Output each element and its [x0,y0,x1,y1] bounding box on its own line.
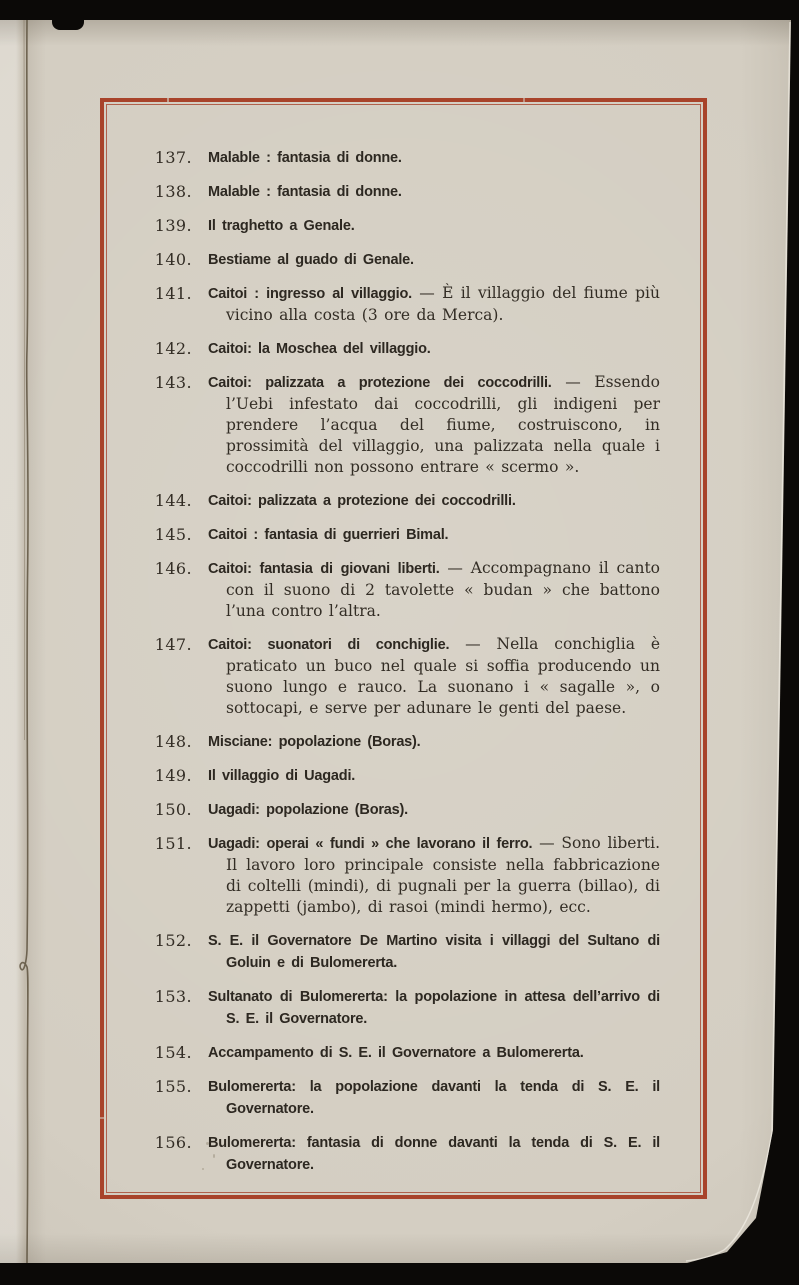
entry-text [208,181,660,203]
catalog-entry [148,283,660,326]
entry-text [208,558,660,622]
catalog-entry [148,249,660,271]
entry-title: Sultanato di Bulomererta: la popolazione in attesa dell’arrivo di S. E. il Governatore. [208,989,660,1027]
entry-text [208,215,660,237]
entry-text [208,372,660,478]
entry-text [208,634,660,719]
catalog-entry [148,524,660,546]
entry-number: 147. [154,635,192,654]
entry-number: 140. [154,250,192,269]
entry-title: Caitoi: palizzata a protezione dei coccodrilli. [208,493,516,509]
catalog-entry [148,1076,660,1120]
entry-title: S. E. il Governatore De Martino visita i villaggi del Sultano di Goluin e di Bulomererta. [208,933,660,971]
entry-title: Uagadi: popolazione (Boras). [208,802,408,818]
entry-number: 149. [154,766,192,785]
entry-title: Il traghetto a Genale. [208,218,355,234]
catalog-entry [148,799,660,821]
entry-title: Caitoi: suonatori di conchiglie. [208,637,450,653]
entry-title: Bulomererta: fantasia di donne davanti la tenda di S. E. il Governatore. [208,1135,660,1173]
binding-thread-faint [24,20,25,740]
entry-number: 148. [154,732,192,751]
catalog-entry [148,558,660,622]
catalog-list [148,147,660,1188]
rule-joint-mark [167,98,169,102]
entry-text [208,283,660,326]
entry-text [208,490,660,512]
entry-text [208,731,660,753]
catalog-entry [148,833,660,918]
entry-number: 152. [154,931,192,950]
entry-number: 150. [154,800,192,819]
rule-joint-mark [100,1117,104,1119]
entry-text [208,338,660,360]
entry-title: Il villaggio di Uagadi. [208,768,356,784]
rule-joint-mark [523,98,525,102]
entry-title: Uagadi: operai « fundi » che lavorano il ferro. [208,836,533,852]
entry-number: 146. [154,559,192,578]
entry-description: — Accompagnano il canto con il suono di 2 tavolette « budan » che battono l’una contro l’altra. [226,559,660,620]
entry-number: 145. [154,525,192,544]
entry-text [208,930,660,974]
catalog-entry [148,181,660,203]
catalog-entry [148,1042,660,1064]
entry-text [208,833,660,918]
entry-number: 153. [154,987,192,1006]
catalog-entry [148,986,660,1030]
entry-title: Accampamento di S. E. il Governatore a Bulomererta. [208,1045,584,1061]
catalog-entry [148,215,660,237]
catalog-entry [148,147,660,169]
entry-title: Caitoi : ingresso al villaggio. [208,286,412,302]
entry-number: 144. [154,491,192,510]
entry-text [208,524,660,546]
entry-number: 142. [154,339,192,358]
entry-number: 141. [154,284,192,303]
catalog-entry [148,930,660,974]
catalog-entry [148,338,660,360]
catalog-entry [148,1132,660,1176]
entry-text [208,799,660,821]
catalog-entry [148,490,660,512]
entry-title: Malable : fantasia di donne. [208,150,402,166]
catalog-entry [148,634,660,719]
entry-title: Caitoi: la Moschea del villaggio. [208,341,431,357]
entry-description: — Sono liberti. Il lavoro loro principale consiste nella fabbricazione di coltelli (mindi), di pugnali per la guerra (billao), di zappetti (jambo), di rasoi (mindi hermo), ecc. [226,834,661,916]
gutter-top-notch [52,20,84,30]
entry-text [208,986,660,1030]
entry-number: 156. [154,1133,192,1152]
entry-text [208,1132,660,1176]
entry-title: Caitoi: fantasia di giovani liberti. [208,561,440,577]
entry-text [208,765,660,787]
entry-text [208,147,660,169]
entry-text [208,1076,660,1120]
catalog-entry [148,731,660,753]
catalog-entry [148,372,660,478]
entry-title: Bulomererta: la popolazione davanti la tenda di S. E. il Governatore. [208,1079,660,1117]
entry-title: Misciane: popolazione (Boras). [208,734,421,750]
entry-description: — Nella conchiglia è praticato un buco nel quale si soffia producendo un suono lungo e rauco. La suonano i « sagalle », o sottocapi, e serve per adunare le genti del paese. [226,635,660,717]
entry-description: — Essendo l’Uebi infestato dai coccodrilli, gli indigeni per prendere l’acqua del fiume, costruiscono, in prossimità del villaggio, una palizzata nella quale i coccodrilli non possono entrare « scermo ». [226,373,660,476]
entry-number: 139. [154,216,192,235]
entry-number: 137. [154,148,192,167]
catalog-entry [148,765,660,787]
entry-number: 143. [154,373,192,392]
entry-text [208,1042,660,1064]
entry-number: 151. [154,834,192,853]
entry-title: Caitoi : fantasia di guerrieri Bimal. [208,527,449,543]
entry-number: 138. [154,182,192,201]
entry-title: Malable : fantasia di donne. [208,184,402,200]
entry-number: 155. [154,1077,192,1096]
entry-title: Bestiame al guado di Genale. [208,252,414,268]
entry-title: Caitoi: palizzata a protezione dei coccodrilli. [208,375,552,391]
entry-description: — È il villaggio del fiume più vicino alla costa (3 ore da Merca). [226,284,660,324]
entry-number: 154. [154,1043,192,1062]
entry-text [208,249,660,271]
